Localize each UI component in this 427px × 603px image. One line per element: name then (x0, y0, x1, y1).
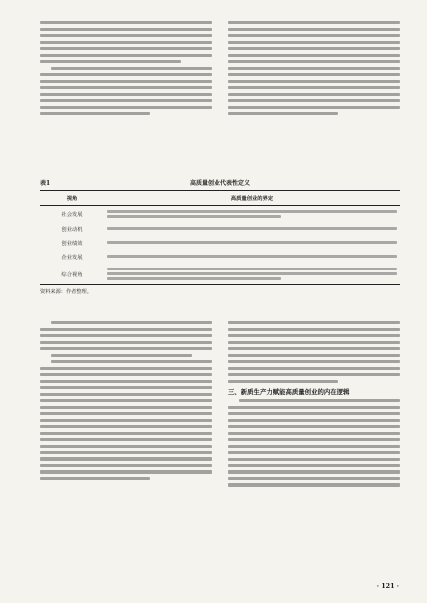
table-row (40, 236, 400, 250)
paragraph-placeholder (40, 321, 212, 480)
table-row (40, 222, 400, 236)
row-view-label: 创业动机 (61, 226, 83, 233)
table-row (40, 206, 400, 222)
row-definition (104, 250, 400, 264)
column-header-view: 视角 (66, 196, 78, 202)
paragraph-placeholder (228, 321, 400, 383)
column-header-definition: 高质量创业的界定 (230, 196, 274, 202)
page-number: · 121 · (376, 582, 399, 590)
table-label: 表1 (40, 180, 51, 187)
paragraph-placeholder (228, 399, 400, 486)
table-source-note: 资料来源：作者整理。 (40, 288, 92, 295)
row-view-label: 创业绩效 (61, 240, 83, 247)
table-row (40, 264, 400, 285)
paragraph-placeholder (40, 21, 212, 115)
row-view-label: 企业发展 (61, 254, 83, 261)
section-heading: 三、新质生产力赋能高质量创业的内在逻辑 (228, 387, 350, 396)
row-definition (104, 264, 400, 285)
definition-table (40, 190, 400, 285)
paragraph-placeholder (228, 21, 400, 115)
table-row (40, 250, 400, 264)
body-text-left-top (40, 18, 212, 119)
row-definition (104, 222, 400, 236)
row-definition (104, 206, 400, 222)
table-title: 高质量创业代表性定义 (189, 180, 250, 187)
row-view-label: 社会发展 (61, 211, 83, 218)
body-text-right-bottom (228, 318, 400, 490)
table-header-bar (40, 176, 400, 190)
body-text-right-top (228, 18, 400, 119)
table-header-row (40, 191, 400, 206)
table-1 (40, 176, 400, 295)
row-definition (104, 236, 400, 250)
row-view-label: 综合视角 (61, 271, 83, 278)
body-text-left-bottom (40, 318, 212, 483)
